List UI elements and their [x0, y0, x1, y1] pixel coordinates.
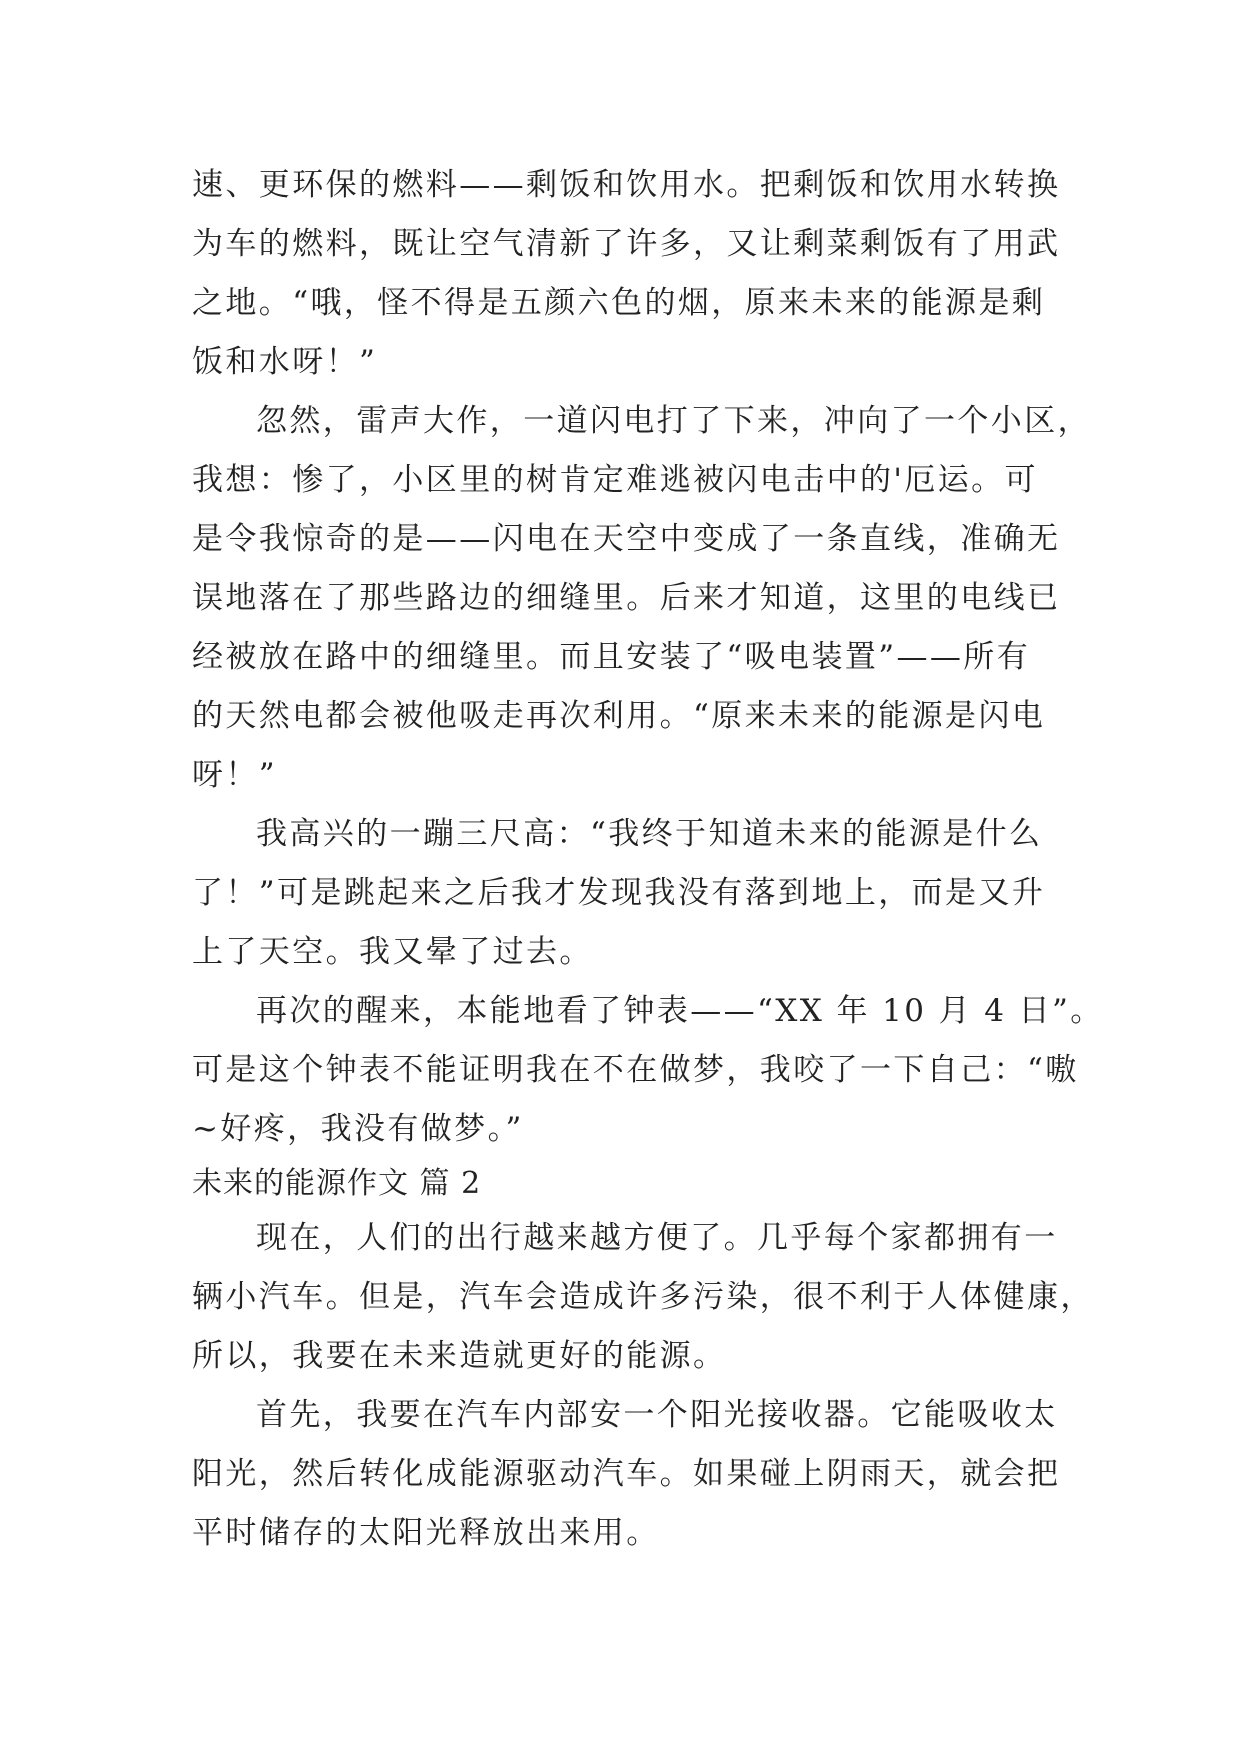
section-heading: 未来的能源作文 篇 2 [192, 1166, 482, 1201]
text-line: 所以，我要在未来造就更好的能源。 [192, 1338, 727, 1374]
text-line: 我高兴的一蹦三尺高：“我终于知道未来的能源是什么 [256, 816, 1043, 852]
text-line: 是令我惊奇的是——闪电在天空中变成了一条直线，准确无 [192, 521, 1061, 557]
text-line: 可是这个钟表不能证明我在不在做梦，我咬了一下自己：“嗷 [192, 1052, 1079, 1088]
text-line: 的天然电都会被他吸走再次利用。“原来未来的能源是闪电 [192, 698, 1046, 734]
paragraph [192, 805, 1052, 982]
text-line: 饭和水呀！” [192, 344, 378, 380]
paragraph [192, 1209, 1094, 1386]
paragraph [192, 982, 1104, 1159]
paragraph [192, 392, 1091, 805]
text-line: 速、更环保的燃料——剩饭和饮用水。把剩饭和饮用水转换 [192, 167, 1061, 203]
paragraph [192, 156, 1061, 392]
document-page [192, 156, 1104, 1563]
text-line: 了！”可是跳起来之后我才发现我没有落到地上，而是又升 [192, 875, 1046, 911]
text-line: 首先，我要在汽车内部安一个阳光接收器。它能吸收太 [256, 1397, 1058, 1433]
text-line: 平时储存的太阳光释放出来用。 [192, 1515, 660, 1551]
text-line: 上了天空。我又晕了过去。 [192, 934, 593, 970]
text-line: ~好疼，我没有做梦。” [192, 1111, 524, 1147]
paragraph [192, 1386, 1061, 1563]
text-line: 为车的燃料，既让空气清新了许多，又让剩菜剩饭有了用武 [192, 226, 1061, 262]
text-line: 现在，人们的出行越来越方便了。几乎每个家都拥有一 [256, 1220, 1058, 1256]
text-line: 我想：惨了，小区里的树肯定难逃被闪电击中的'厄运。可 [192, 462, 1038, 498]
text-line: 误地落在了那些路边的细缝里。后来才知道，这里的电线已 [192, 580, 1061, 616]
text-line: 忽然，雷声大作，一道闪电打了下来，冲向了一个小区， [256, 403, 1091, 439]
text-line: 阳光，然后转化成能源驱动汽车。如果碰上阴雨天，就会把 [192, 1456, 1061, 1492]
text-line: 之地。“哦，怪不得是五颜六色的烟，原来未来的能源是剩 [192, 285, 1046, 321]
text-line: 呀！” [192, 757, 278, 793]
text-line: 辆小汽车。但是，汽车会造成许多污染，很不利于人体健康， [192, 1279, 1094, 1315]
text-line: 再次的醒来，本能地看了钟表——“XX 年 10 月 4 日”。 [256, 993, 1104, 1029]
text-line: 经被放在路中的细缝里。而且安装了“吸电装置”——所有 [192, 639, 1031, 675]
